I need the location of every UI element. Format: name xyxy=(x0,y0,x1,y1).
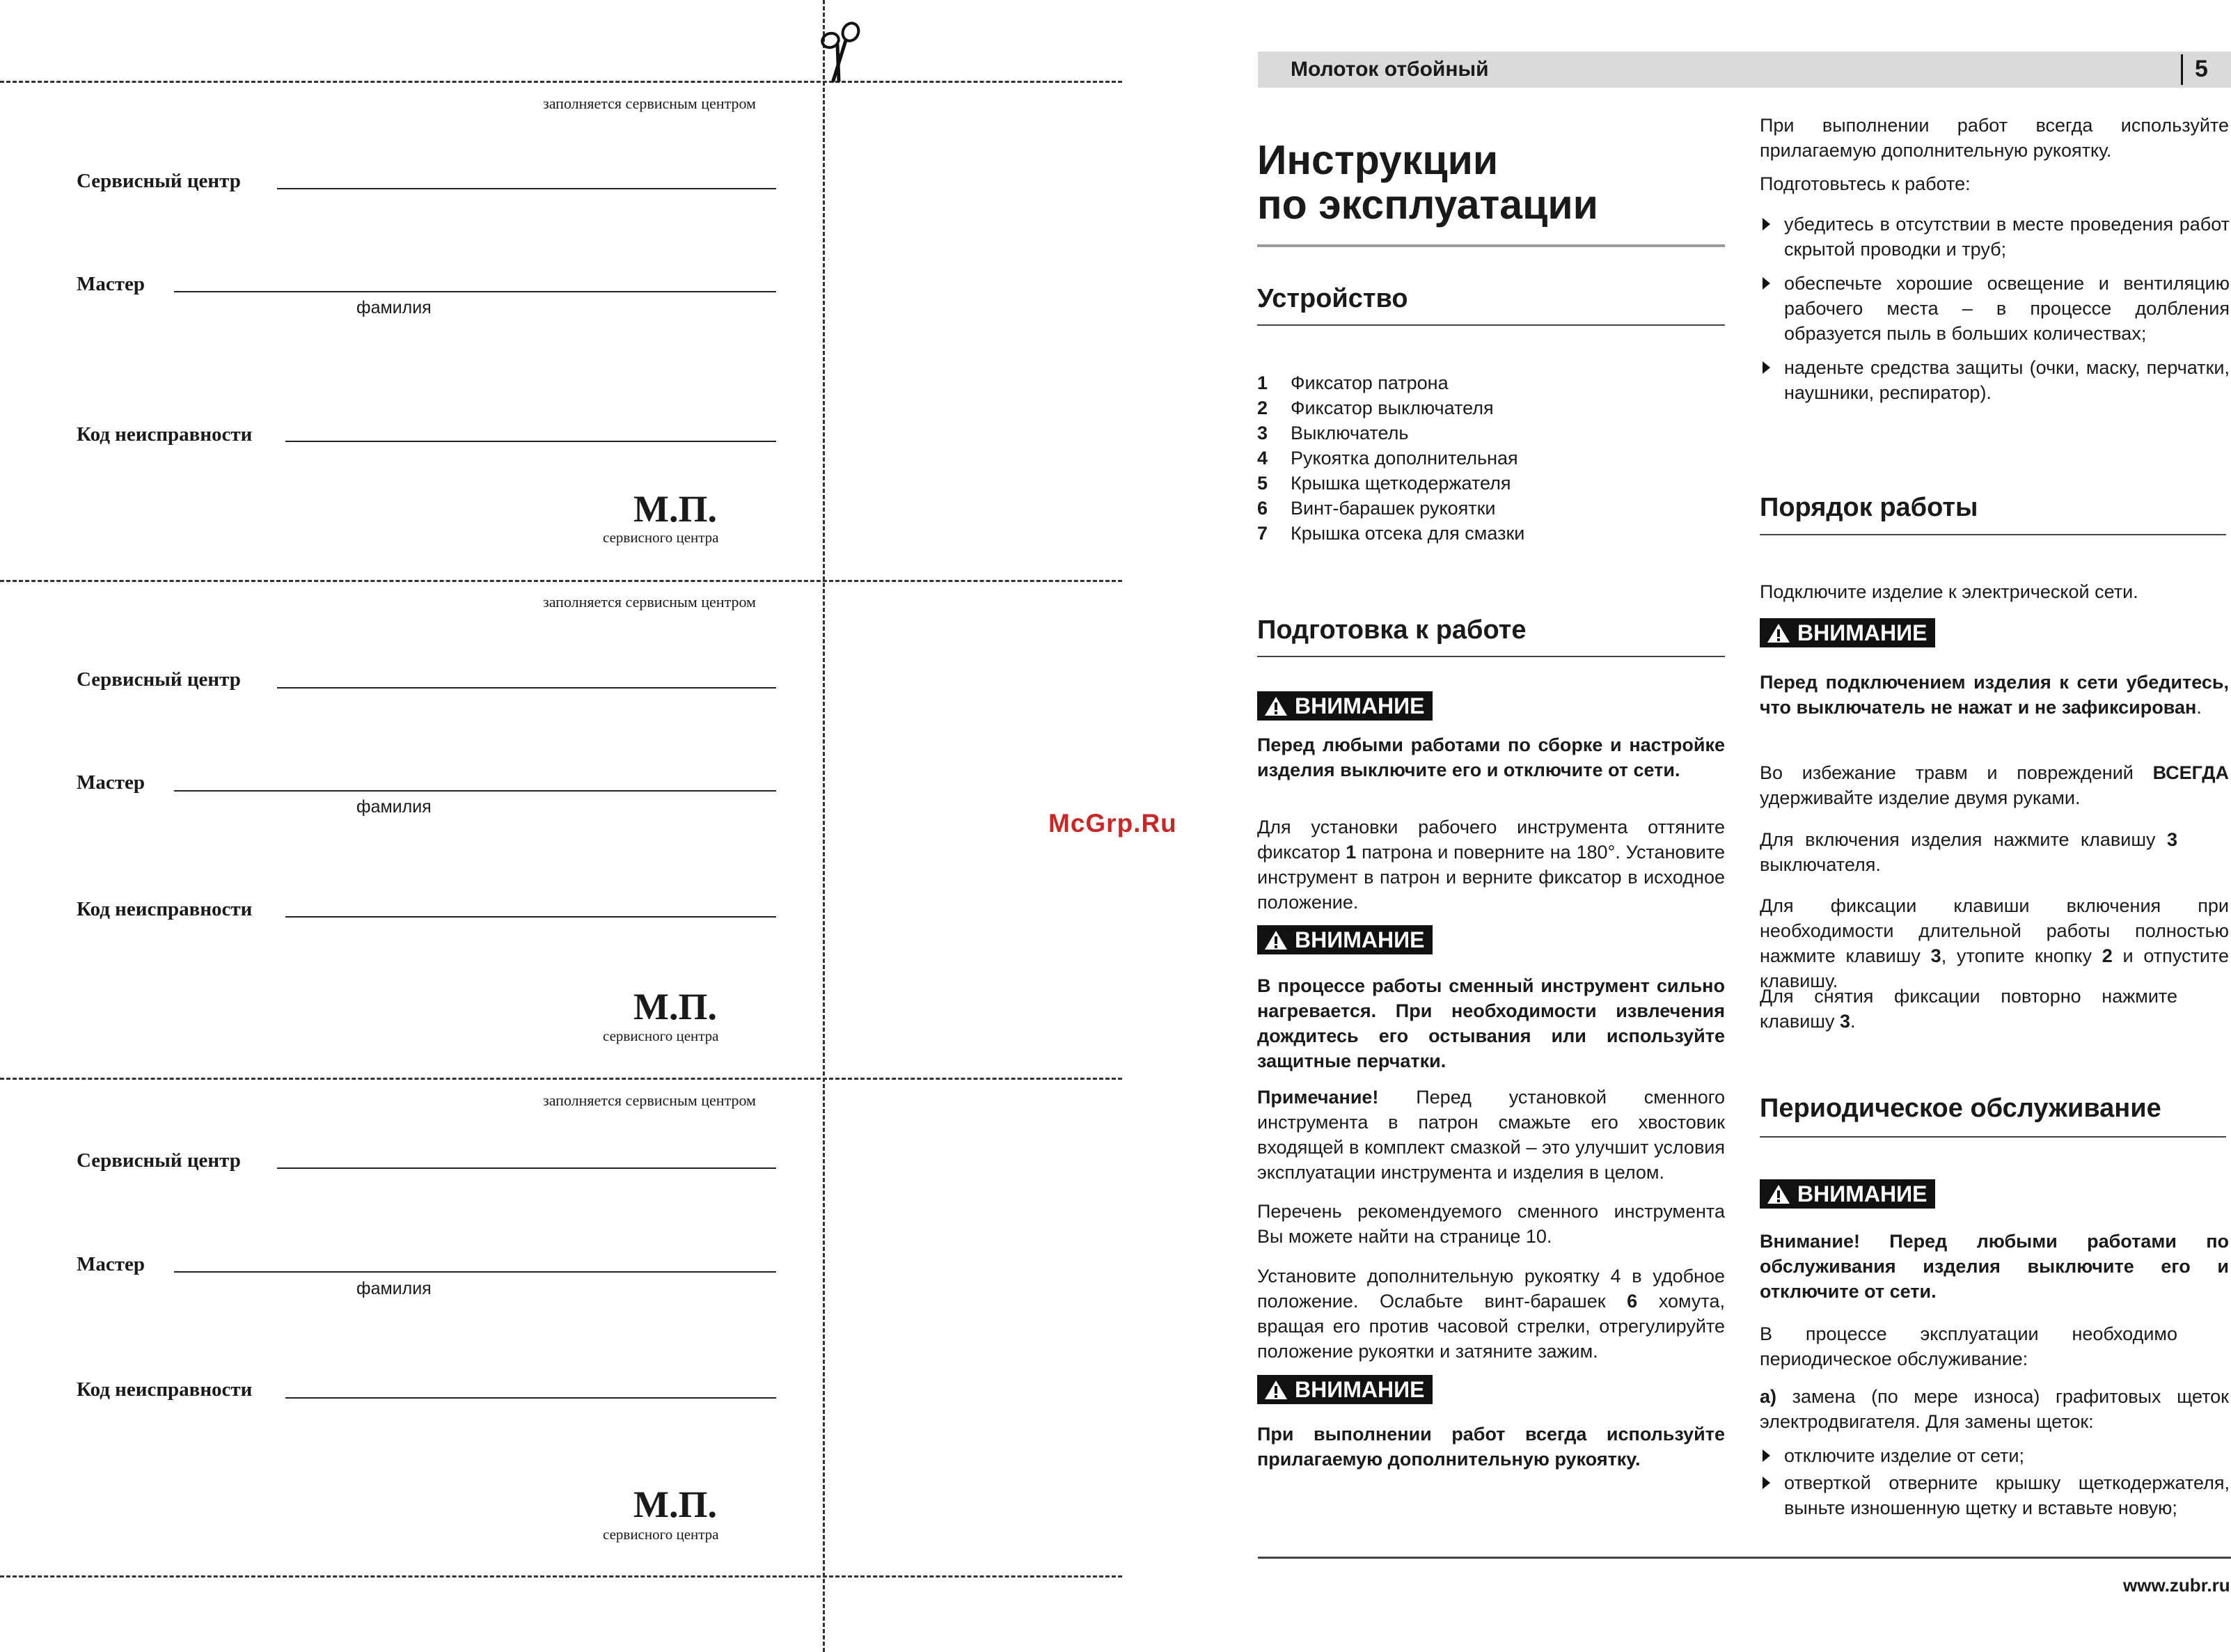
handle-warning-text: При выполнении работ всегда используйте прилагаемую дополнительную рукоятку. xyxy=(1257,1424,1725,1470)
service-center-field[interactable] xyxy=(277,188,776,189)
warning-badge xyxy=(1257,925,1433,954)
warning-icon xyxy=(1264,695,1288,716)
bullet-arrow-icon xyxy=(1763,361,1770,374)
stamp-sub: сервисного центра xyxy=(603,529,719,546)
defect-code-label: Код неисправности xyxy=(77,423,253,446)
surname-label: фамилия xyxy=(356,298,432,317)
warning-badge xyxy=(1760,618,1935,647)
maintenance-warning-text: Внимание! Перед любыми работами по обслуживания изделия выключите его и отключите от сети. xyxy=(1760,1231,2229,1302)
master-label: Мастер xyxy=(77,1253,145,1275)
maintenance-item-a: а) замена (по мере износа) графитовых щеток электродвигателя. Для замены щеток: xyxy=(1760,1386,2229,1432)
maintenance-rule xyxy=(1760,1136,2226,1138)
lock-text: Для фиксации клавиши включения при необходимости длительной работы полностью нажмите клавишу 3, утопите кнопку 2 и отпустите клавишу. xyxy=(1760,895,2230,991)
cut-line-3 xyxy=(0,1078,1122,1080)
page-header-title: Молоток отбойный xyxy=(1291,58,1489,81)
defect-code-field[interactable] xyxy=(285,441,776,442)
note-text: Примечание! Перед установкой сменного инструмента в патрон смажьте его хвостовик входящей в комплект смазкой – это улучшит условия эксплуатации инструмента и изделия в целом. xyxy=(1257,1087,1725,1183)
footer-rule xyxy=(1258,1557,2231,1559)
part-name: Крышка щеткодержателя xyxy=(1291,473,1511,494)
warning-label: ВНИМАНИЕ xyxy=(1295,693,1425,718)
switch-on-text: Для включения изделия нажмите клавишу 3 выключателя. xyxy=(1760,829,2177,875)
two-hands-text: Во избежание травм и повреждений ВСЕГДА удерживайте изделие двумя руками. xyxy=(1760,762,2229,808)
warning-badge xyxy=(1257,691,1433,721)
cut-line-1 xyxy=(0,81,1122,83)
part-name: Крышка отсека для смазки xyxy=(1291,523,1525,544)
list-item: наденьте средства защиты (очки, маску, перчатки, наушники, респиратор). xyxy=(1784,357,2230,403)
cut-line-4 xyxy=(0,1575,1122,1578)
preparation-rule xyxy=(1257,656,1725,657)
master-label: Мастер xyxy=(77,771,145,794)
device-heading: Устройство xyxy=(1257,284,1408,313)
bullet-arrow-icon xyxy=(1763,1449,1770,1462)
prepare-text: Подготовьтесь к работе: xyxy=(1760,173,1971,194)
always-handle-text: При выполнении работ всегда используйте прилагаемую дополнительную рукоятку. xyxy=(1760,115,2229,161)
stamp-label: М.П. xyxy=(633,1484,717,1525)
warning-icon xyxy=(1264,929,1288,950)
part-number: 7 xyxy=(1257,523,1268,544)
surname-label: фамилия xyxy=(356,797,432,817)
service-center-label: Сервисный центр xyxy=(77,170,241,192)
bullet-arrow-icon xyxy=(1763,218,1770,230)
warning-icon xyxy=(1767,1183,1790,1204)
part-name: Фиксатор выключателя xyxy=(1291,398,1494,418)
part-name: Выключатель xyxy=(1291,423,1409,443)
list-item xyxy=(1257,521,1524,546)
device-rule xyxy=(1257,324,1725,326)
bullet-arrow-icon xyxy=(1763,1477,1770,1489)
service-center-field[interactable] xyxy=(277,1167,776,1169)
defect-code-field[interactable] xyxy=(285,916,776,918)
maintenance-heading: Периодическое обслуживание xyxy=(1760,1094,2161,1123)
list-item xyxy=(1257,496,1524,521)
work-order-heading: Порядок работы xyxy=(1760,493,1978,522)
connect-text: Подключите изделие к электрической сети. xyxy=(1760,581,2138,602)
service-center-label: Сервисный центр xyxy=(77,668,241,691)
defect-code-label: Код неисправности xyxy=(77,898,253,920)
surname-label: фамилия xyxy=(356,1279,432,1298)
master-field[interactable] xyxy=(174,1271,776,1273)
service-center-field[interactable] xyxy=(277,687,776,689)
scissors-icon xyxy=(818,19,869,84)
list-item: отключите изделие от сети; xyxy=(1784,1445,2025,1466)
part-name: Винт-барашек рукоятки xyxy=(1291,498,1496,519)
main-title-line-2: по эксплуатации xyxy=(1257,182,1598,228)
warning-label: ВНИМАНИЕ xyxy=(1295,927,1425,952)
defect-code-field[interactable] xyxy=(285,1397,776,1399)
page-number: 5 xyxy=(2195,56,2208,82)
part-number: 6 xyxy=(1257,498,1268,519)
part-number: 5 xyxy=(1257,473,1268,494)
list-item xyxy=(1257,370,1524,395)
prep-warning-text: Перед любыми работами по сборке и настройке изделия выключите его и отключите от сети. xyxy=(1257,734,1725,780)
list-item: отверткой отверните крышку щеткодержателя, выньте изношенную щетку и вставьте новую; xyxy=(1784,1472,2230,1518)
list-item xyxy=(1257,471,1524,496)
watermark: McGrp.Ru xyxy=(1048,809,1177,837)
part-name: Рукоятка дополнительная xyxy=(1291,448,1518,469)
part-number: 3 xyxy=(1257,423,1268,443)
master-field[interactable] xyxy=(174,291,776,292)
fill-note: заполняется сервисным центром xyxy=(543,593,756,611)
parts-list xyxy=(1257,370,1524,546)
warning-label: ВНИМАНИЕ xyxy=(1295,1377,1425,1402)
master-field[interactable] xyxy=(174,790,776,792)
service-center-label: Сервисный центр xyxy=(77,1149,241,1172)
part-number: 4 xyxy=(1257,448,1268,469)
stamp-sub: сервисного центра xyxy=(603,1526,719,1543)
defect-code-label: Код неисправности xyxy=(77,1378,253,1401)
header-separator xyxy=(2181,54,2183,85)
main-title xyxy=(1257,138,1598,227)
warning-label: ВНИМАНИЕ xyxy=(1797,620,1928,645)
bullet-arrow-icon xyxy=(1763,277,1770,290)
work-order-rule xyxy=(1760,534,2226,535)
warning-icon xyxy=(1767,622,1790,643)
warning-icon xyxy=(1264,1379,1288,1400)
master-label: Мастер xyxy=(77,273,145,295)
fill-note: заполняется сервисным центром xyxy=(543,1092,756,1109)
maintenance-intro: В процессе эксплуатации необходимо периодическое обслуживание: xyxy=(1760,1323,2177,1369)
stamp-label: М.П. xyxy=(633,986,717,1028)
part-number: 2 xyxy=(1257,398,1268,418)
cut-line-vertical xyxy=(823,0,825,1652)
main-title-line-1: Инструкции xyxy=(1257,137,1499,183)
install-tool-text: Для установки рабочего инструмента оттяните фиксатор 1 патрона и поверните на 180°. Установите инструмент в патрон и верните фиксатор в исходное положение. xyxy=(1257,817,1726,913)
warning-badge xyxy=(1760,1179,1935,1209)
stamp-sub: сервисного центра xyxy=(603,1028,719,1044)
warning-badge xyxy=(1257,1375,1433,1404)
stamp-label: М.П. xyxy=(633,488,717,530)
list-item xyxy=(1257,446,1524,471)
switch-warning-text: Перед подключением изделия к сети убедитесь, что выключатель не нажат и не зафиксирован. xyxy=(1760,672,2229,718)
fill-note: заполняется сервисным центром xyxy=(543,95,756,112)
list-item: убедитесь в отсутствии в месте проведения работ скрытой проводки и труб; xyxy=(1784,214,2230,260)
warning-label: ВНИМАНИЕ xyxy=(1797,1181,1928,1206)
cut-line-2 xyxy=(0,580,1122,582)
list-item xyxy=(1257,420,1524,446)
handle-text: Установите дополнительную рукоятку 4 в удобное положение. Ослабьте винт-барашек 6 хомута, вращая его против часовой стрелки, отрегулируйте положение рукоятки и затяните зажим. xyxy=(1257,1266,1725,1362)
tool-list-reference: Перечень рекомендуемого сменного инструмента Вы можете найти на странице 10. xyxy=(1257,1201,1725,1247)
preparation-heading: Подготовка к работе xyxy=(1257,615,1527,645)
list-item xyxy=(1257,395,1524,420)
footer-url[interactable]: www.zubr.ru xyxy=(2123,1575,2230,1596)
part-name: Фиксатор патрона xyxy=(1291,372,1449,393)
list-item: обеспечьте хорошие освещение и вентиляцию рабочего места – в процессе долбления образуется пыль в больших количествах; xyxy=(1784,273,2230,344)
unlock-text: Для снятия фиксации повторно нажмите клавишу 3. xyxy=(1760,986,2177,1032)
part-number: 1 xyxy=(1257,372,1268,393)
hot-tool-warning-text: В процессе работы сменный инструмент сильно нагревается. При необходимости извлечения дождитесь его остывания или используйте защитные перчатки. xyxy=(1257,975,1725,1071)
title-rule xyxy=(1257,244,1725,247)
